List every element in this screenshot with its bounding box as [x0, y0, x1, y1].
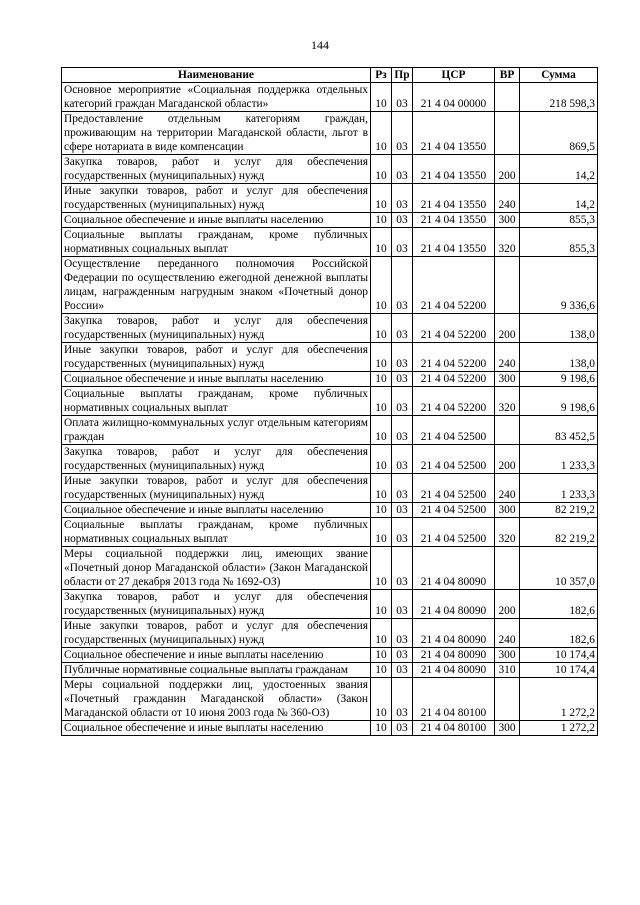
table-row — [62, 721, 598, 736]
cell-name: Иные закупки товаров, работ и услуг для обеспечения государственных (муниципальных) нужд — [62, 619, 371, 648]
cell-csr: 21 4 04 52200 — [413, 387, 495, 416]
cell-name: Социальное обеспечение и иные выплаты населению — [62, 503, 371, 518]
cell-name: Закупка товаров, работ и услуг для обеспечения государственных (муниципальных) нужд — [62, 590, 371, 619]
cell-sum: 138,0 — [520, 343, 598, 372]
cell-csr: 21 4 04 13550 — [413, 228, 495, 257]
cell-pr: 03 — [392, 721, 413, 736]
column-header-csr: ЦСР — [413, 68, 495, 83]
table-row — [62, 112, 598, 155]
cell-vr: 240 — [495, 343, 520, 372]
cell-pr: 03 — [392, 372, 413, 387]
cell-vr — [495, 416, 520, 445]
cell-pr: 03 — [392, 112, 413, 155]
cell-rz: 10 — [371, 445, 392, 474]
cell-vr — [495, 257, 520, 314]
cell-sum: 10 357,0 — [520, 547, 598, 590]
cell-rz: 10 — [371, 503, 392, 518]
table-header-row — [62, 68, 598, 83]
cell-name: Социальные выплаты гражданам, кроме публичных нормативных социальных выплат — [62, 518, 371, 547]
cell-vr: 200 — [495, 445, 520, 474]
cell-vr — [495, 678, 520, 721]
cell-sum: 10 174,4 — [520, 648, 598, 663]
cell-csr: 21 4 04 80090 — [413, 648, 495, 663]
cell-name: Иные закупки товаров, работ и услуг для обеспечения государственных (муниципальных) нужд — [62, 184, 371, 213]
cell-rz: 10 — [371, 112, 392, 155]
cell-rz: 10 — [371, 416, 392, 445]
cell-pr: 03 — [392, 503, 413, 518]
cell-pr: 03 — [392, 83, 413, 112]
cell-pr: 03 — [392, 518, 413, 547]
cell-sum: 1 233,3 — [520, 474, 598, 503]
cell-sum: 855,3 — [520, 228, 598, 257]
cell-pr: 03 — [392, 648, 413, 663]
cell-rz: 10 — [371, 474, 392, 503]
table-row — [62, 83, 598, 112]
column-header-name: Наименование — [62, 68, 371, 83]
budget-table — [61, 67, 598, 736]
cell-csr: 21 4 04 52200 — [413, 343, 495, 372]
cell-rz: 10 — [371, 678, 392, 721]
table-row — [62, 343, 598, 372]
cell-sum: 10 174,4 — [520, 663, 598, 678]
cell-pr: 03 — [392, 387, 413, 416]
cell-name: Социальное обеспечение и иные выплаты населению — [62, 721, 371, 736]
cell-name: Социальное обеспечение и иные выплаты населению — [62, 213, 371, 228]
cell-rz: 10 — [371, 184, 392, 213]
table-row — [62, 257, 598, 314]
cell-sum: 9 198,6 — [520, 372, 598, 387]
cell-pr: 03 — [392, 184, 413, 213]
cell-vr — [495, 547, 520, 590]
cell-csr: 21 4 04 13550 — [413, 213, 495, 228]
cell-csr: 21 4 04 80090 — [413, 663, 495, 678]
cell-sum: 138,0 — [520, 314, 598, 343]
table-row — [62, 416, 598, 445]
cell-name: Социальные выплаты гражданам, кроме публичных нормативных социальных выплат — [62, 228, 371, 257]
cell-name: Публичные нормативные социальные выплаты гражданам — [62, 663, 371, 678]
cell-name: Предоставление отдельным категориям граждан, проживающим на территории Магаданской области, льгот в сфере нотариата в виде компенсации — [62, 112, 371, 155]
cell-vr: 200 — [495, 314, 520, 343]
cell-vr: 300 — [495, 503, 520, 518]
cell-pr: 03 — [392, 663, 413, 678]
cell-vr: 200 — [495, 155, 520, 184]
cell-name: Закупка товаров, работ и услуг для обеспечения государственных (муниципальных) нужд — [62, 445, 371, 474]
cell-sum: 869,5 — [520, 112, 598, 155]
cell-pr: 03 — [392, 228, 413, 257]
cell-sum: 82 219,2 — [520, 503, 598, 518]
cell-sum: 218 598,3 — [520, 83, 598, 112]
cell-pr: 03 — [392, 343, 413, 372]
table-row — [62, 547, 598, 590]
cell-pr: 03 — [392, 474, 413, 503]
cell-rz: 10 — [371, 83, 392, 112]
cell-vr: 240 — [495, 474, 520, 503]
cell-vr: 300 — [495, 372, 520, 387]
table-row — [62, 387, 598, 416]
table-row — [62, 155, 598, 184]
column-header-rz: Рз — [371, 68, 392, 83]
cell-rz: 10 — [371, 257, 392, 314]
cell-vr: 310 — [495, 663, 520, 678]
cell-csr: 21 4 04 80090 — [413, 619, 495, 648]
cell-vr: 320 — [495, 228, 520, 257]
cell-vr: 320 — [495, 518, 520, 547]
cell-name: Осуществление переданного полномочия Российской Федерации по осуществлению ежегодной денежной выплаты лицам, награжденным нагрудным знаком «Почетный донор России» — [62, 257, 371, 314]
cell-rz: 10 — [371, 721, 392, 736]
cell-rz: 10 — [371, 663, 392, 678]
cell-sum: 9 336,6 — [520, 257, 598, 314]
cell-sum: 182,6 — [520, 590, 598, 619]
cell-sum: 1 272,2 — [520, 721, 598, 736]
cell-sum: 14,2 — [520, 155, 598, 184]
cell-csr: 21 4 04 52200 — [413, 372, 495, 387]
table-row — [62, 648, 598, 663]
cell-vr — [495, 83, 520, 112]
cell-csr: 21 4 04 13550 — [413, 184, 495, 213]
cell-sum: 9 198,6 — [520, 387, 598, 416]
cell-pr: 03 — [392, 547, 413, 590]
table-body — [62, 83, 598, 736]
cell-name: Социальное обеспечение и иные выплаты населению — [62, 372, 371, 387]
table-row — [62, 590, 598, 619]
cell-pr: 03 — [392, 416, 413, 445]
cell-vr: 240 — [495, 619, 520, 648]
cell-name: Иные закупки товаров, работ и услуг для обеспечения государственных (муниципальных) нужд — [62, 343, 371, 372]
cell-rz: 10 — [371, 619, 392, 648]
cell-name: Социальные выплаты гражданам, кроме публичных нормативных социальных выплат — [62, 387, 371, 416]
cell-sum: 182,6 — [520, 619, 598, 648]
cell-csr: 21 4 04 52200 — [413, 314, 495, 343]
cell-pr: 03 — [392, 619, 413, 648]
cell-rz: 10 — [371, 343, 392, 372]
cell-sum: 1 272,2 — [520, 678, 598, 721]
cell-vr: 300 — [495, 213, 520, 228]
table-row — [62, 213, 598, 228]
cell-csr: 21 4 04 52500 — [413, 416, 495, 445]
cell-vr: 320 — [495, 387, 520, 416]
page-number: 144 — [311, 38, 329, 52]
cell-pr: 03 — [392, 155, 413, 184]
cell-vr — [495, 112, 520, 155]
cell-name: Основное мероприятие «Социальная поддержка отдельных категорий граждан Магаданской области» — [62, 83, 371, 112]
cell-csr: 21 4 04 13550 — [413, 155, 495, 184]
cell-csr: 21 4 04 80090 — [413, 547, 495, 590]
cell-pr: 03 — [392, 445, 413, 474]
table-row — [62, 474, 598, 503]
table-row — [62, 228, 598, 257]
table-row — [62, 445, 598, 474]
table-row — [62, 314, 598, 343]
table-row — [62, 503, 598, 518]
table-row — [62, 372, 598, 387]
cell-vr: 300 — [495, 721, 520, 736]
table-row — [62, 678, 598, 721]
cell-sum: 83 452,5 — [520, 416, 598, 445]
column-header-pr: Пр — [392, 68, 413, 83]
cell-vr: 200 — [495, 590, 520, 619]
cell-name: Закупка товаров, работ и услуг для обеспечения государственных (муниципальных) нужд — [62, 155, 371, 184]
cell-csr: 21 4 04 52500 — [413, 518, 495, 547]
cell-csr: 21 4 04 00000 — [413, 83, 495, 112]
cell-csr: 21 4 04 13550 — [413, 112, 495, 155]
cell-csr: 21 4 04 52500 — [413, 474, 495, 503]
cell-name: Закупка товаров, работ и услуг для обеспечения государственных (муниципальных) нужд — [62, 314, 371, 343]
cell-rz: 10 — [371, 228, 392, 257]
table-row — [62, 518, 598, 547]
cell-rz: 10 — [371, 213, 392, 228]
cell-pr: 03 — [392, 590, 413, 619]
cell-rz: 10 — [371, 590, 392, 619]
cell-csr: 21 4 04 80100 — [413, 721, 495, 736]
cell-rz: 10 — [371, 387, 392, 416]
cell-name: Иные закупки товаров, работ и услуг для обеспечения государственных (муниципальных) нужд — [62, 474, 371, 503]
cell-sum: 14,2 — [520, 184, 598, 213]
cell-rz: 10 — [371, 547, 392, 590]
cell-rz: 10 — [371, 314, 392, 343]
cell-rz: 10 — [371, 648, 392, 663]
cell-name: Меры социальной поддержки лиц, имеющих звание «Почетный донор Магаданской области» (Закон Магаданской области от 27 декабря 2013 года № 1692-ОЗ) — [62, 547, 371, 590]
table-row — [62, 663, 598, 678]
cell-rz: 10 — [371, 155, 392, 184]
cell-name: Оплата жилищно-коммунальных услуг отдельным категориям граждан — [62, 416, 371, 445]
cell-sum: 855,3 — [520, 213, 598, 228]
cell-name: Социальное обеспечение и иные выплаты населению — [62, 648, 371, 663]
cell-pr: 03 — [392, 213, 413, 228]
table-row — [62, 184, 598, 213]
cell-vr: 240 — [495, 184, 520, 213]
cell-sum: 1 233,3 — [520, 445, 598, 474]
column-header-sum: Сумма — [520, 68, 598, 83]
cell-pr: 03 — [392, 257, 413, 314]
cell-sum: 82 219,2 — [520, 518, 598, 547]
cell-csr: 21 4 04 52500 — [413, 503, 495, 518]
cell-csr: 21 4 04 52200 — [413, 257, 495, 314]
cell-pr: 03 — [392, 314, 413, 343]
cell-csr: 21 4 04 80100 — [413, 678, 495, 721]
cell-pr: 03 — [392, 678, 413, 721]
table-row — [62, 619, 598, 648]
cell-csr: 21 4 04 80090 — [413, 590, 495, 619]
cell-rz: 10 — [371, 518, 392, 547]
cell-csr: 21 4 04 52500 — [413, 445, 495, 474]
column-header-vr: ВР — [495, 68, 520, 83]
cell-name: Меры социальной поддержки лиц, удостоенных звания «Почетный гражданин Магаданской области» (Закон Магаданской области от 10 июня 2003 года № 360-ОЗ) — [62, 678, 371, 721]
cell-vr: 300 — [495, 648, 520, 663]
cell-rz: 10 — [371, 372, 392, 387]
